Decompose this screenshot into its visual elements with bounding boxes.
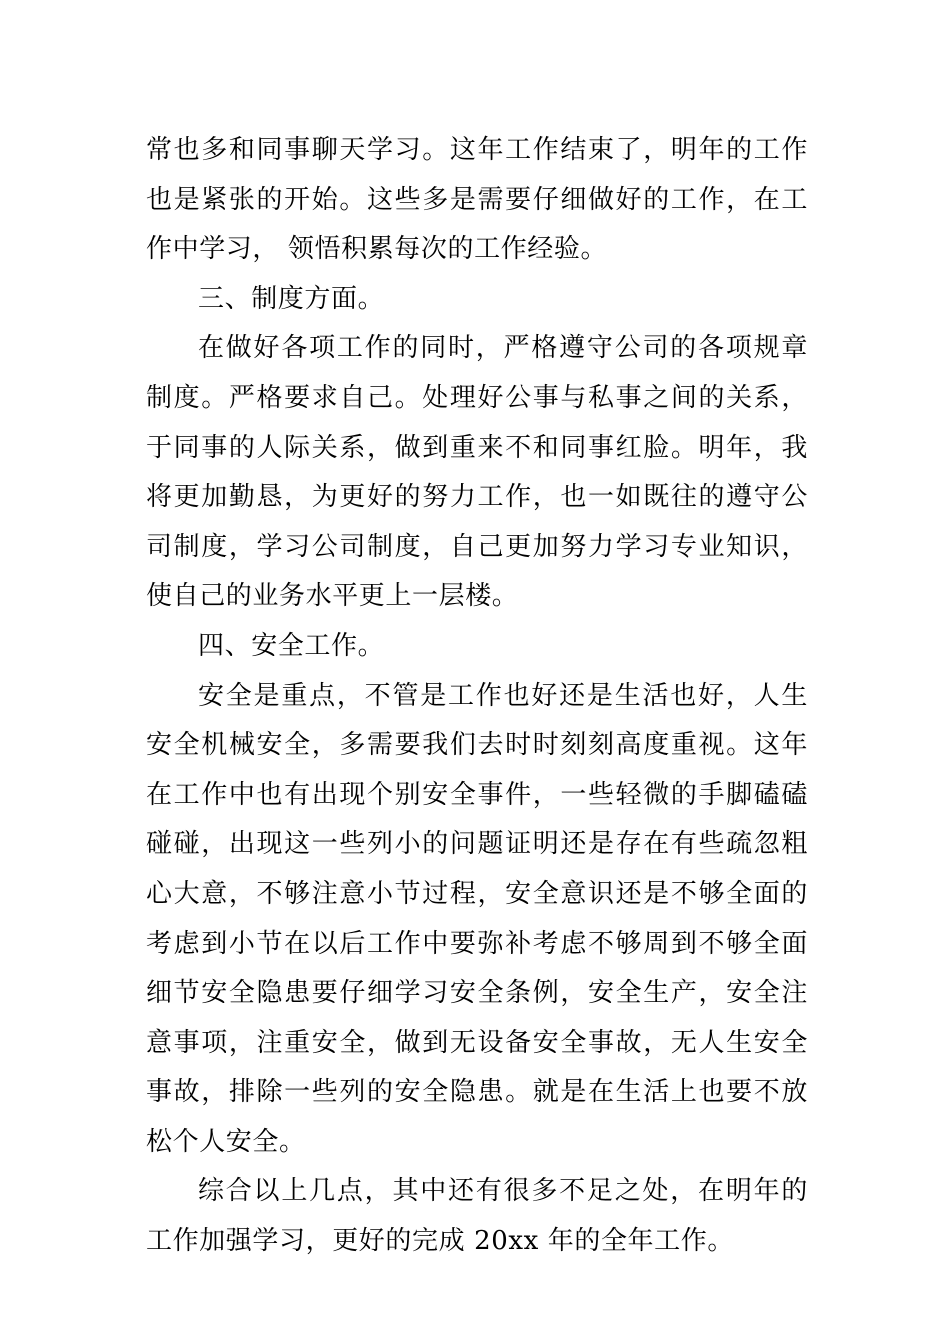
document-body: [146, 126, 808, 1267]
paragraph-system: 在做好各项工作的同时，严格遵守公司的各项规章制度。严格要求自己。处理好公事与私事之间的关系，于同事的人际关系，做到重来不和同事红脸。明年，我将更加勤恳，为更好的努力工作，也一如既往的遵守公司制度，学习公司制度，自己更加努力学习专业知识，使自己的业务水平更上一层楼。: [146, 333, 808, 612]
paragraph-continuation: 常也多和同事聊天学习。这年工作结束了，明年的工作也是紧张的开始。这些多是需要仔细做好的工作，在工作中学习， 领悟积累每次的工作经验。: [146, 135, 808, 265]
section-heading-safety: 四、安全工作。: [198, 630, 385, 661]
paragraph-summary: 综合以上几点，其中还有很多不足之处，在明年的工作加强学习，更好的完成 20xx 年的全年工作。: [146, 1176, 808, 1257]
section-heading-system: 三、制度方面。: [198, 283, 385, 314]
paragraph-safety: 安全是重点，不管是工作也好还是生活也好，人生安全机械安全，多需要我们去时时刻刻高度重视。这年在工作中也有出现个别安全事件，一些轻微的手脚磕磕碰碰，出现这一些列小的问题证明还是存在有些疏忽粗心大意，不够注意小节过程，安全意识还是不够全面的考虑到小节在以后工作中要弥补考虑不够周到不够全面细节安全隐患要仔细学习安全条例，安全生产，安全注意事项，注重安全，做到无设备安全事故，无人生安全事故，排除一些列的安全隐患。就是在生活上也要不放松个人安全。: [146, 680, 808, 1157]
